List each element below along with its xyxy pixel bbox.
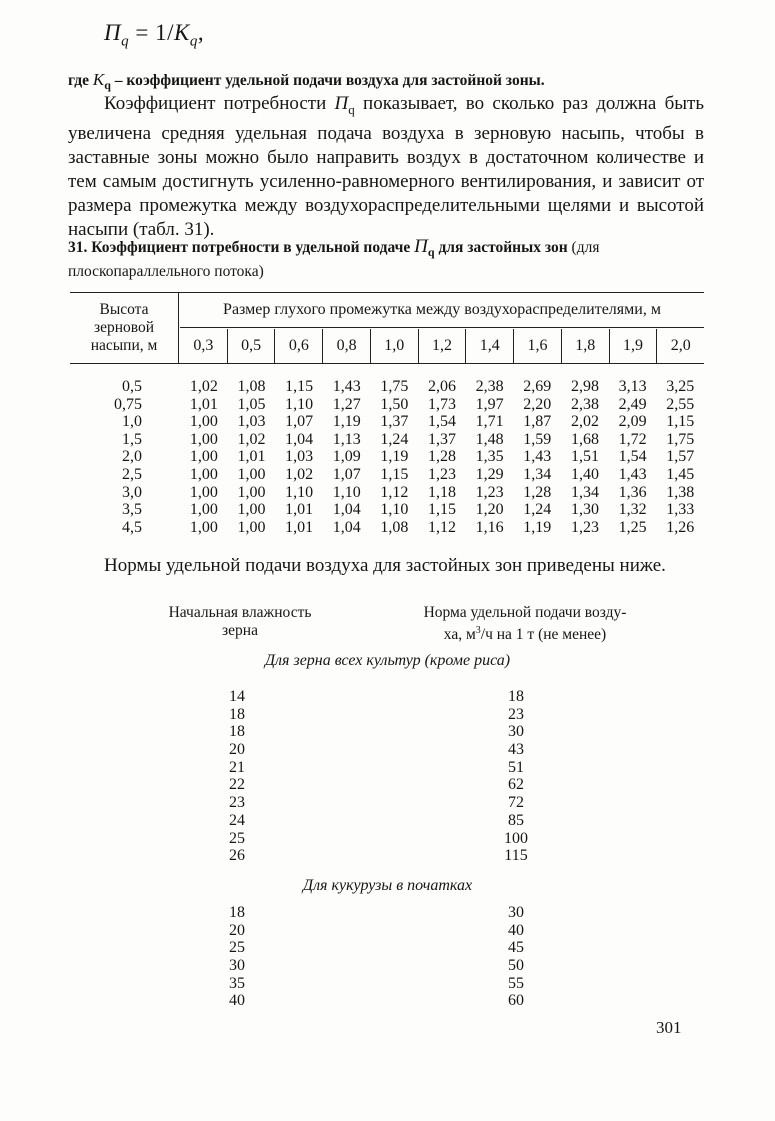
- table-cell: 1,35: [475, 448, 504, 466]
- table-row: [70, 396, 704, 414]
- table-cell: 1,71: [475, 413, 504, 431]
- table-cell: 1,01: [285, 501, 314, 519]
- header-column: 0,6: [275, 329, 323, 363]
- rate-unit-sup: 3: [475, 625, 481, 636]
- header-gap-size: Размер глухого промежутка между воздухораспределителями, м: [180, 293, 704, 328]
- table-row: [70, 501, 704, 519]
- table-cell: 2,38: [475, 378, 504, 395]
- where-prefix: где: [68, 72, 93, 89]
- table-cell: 2,09: [618, 413, 647, 431]
- table-cell: 1,00: [237, 518, 266, 536]
- norms-header-rate: [395, 604, 655, 644]
- moisture-value: 18: [229, 723, 245, 741]
- table-cell: 1,01: [237, 448, 266, 466]
- table-cell: 1,75: [380, 378, 409, 395]
- table-cell: 1,27: [332, 395, 361, 413]
- rate-value: 45: [508, 939, 524, 957]
- row-height-value: 2,5: [122, 465, 142, 483]
- formula-explanation: [68, 70, 545, 93]
- norms-list-corn: [0, 904, 775, 1010]
- moisture-value: 20: [229, 741, 245, 759]
- norm-row: [0, 975, 775, 993]
- caption-bold-2: для застойных зон: [434, 239, 568, 256]
- table-cell: 1,25: [618, 518, 647, 536]
- moisture-value: 23: [229, 794, 245, 812]
- table-cell: 1,50: [380, 395, 409, 413]
- rate-unit-b: /ч на 1 т (не менее): [480, 626, 607, 644]
- rate-value: 85: [508, 811, 524, 829]
- table-row: [70, 466, 704, 484]
- formula-rhs: K: [174, 20, 190, 45]
- moisture-value: 30: [229, 957, 245, 975]
- formula-eq: = 1/: [129, 20, 174, 45]
- table-cell: 1,34: [523, 465, 552, 483]
- table-cell: 1,68: [570, 430, 599, 448]
- table-cell: 2,20: [523, 395, 552, 413]
- row-height-value: 0,75: [114, 395, 142, 413]
- table-cell: 2,06: [428, 378, 457, 395]
- rate-value: 30: [508, 723, 524, 741]
- rate-value: 72: [508, 794, 524, 812]
- table-cell: 1,09: [332, 448, 361, 466]
- rate-value: 18: [508, 688, 524, 705]
- table-cell: 1,33: [666, 501, 695, 519]
- table-cell: 1,02: [189, 378, 218, 395]
- table-cell: 2,98: [570, 378, 599, 395]
- table-cell: 2,69: [523, 378, 552, 395]
- row-height-value: 2,0: [122, 448, 142, 466]
- norms-header-rate-line2: [395, 622, 655, 644]
- norm-row: [0, 957, 775, 975]
- header-columns: [180, 329, 704, 363]
- table-cell: 2,02: [570, 413, 599, 431]
- table-cell: 1,07: [332, 465, 361, 483]
- table-header: [70, 292, 704, 364]
- rate-value: 115: [504, 847, 528, 865]
- rate-value: 51: [508, 758, 524, 776]
- table-cell: 1,00: [189, 501, 218, 519]
- table-row: [70, 378, 704, 396]
- table-cell: 1,30: [570, 501, 599, 519]
- norm-row: [0, 904, 775, 922]
- page-number: 301: [656, 1018, 682, 1037]
- table-cell: 1,87: [523, 413, 552, 431]
- table-cell: 1,26: [666, 518, 695, 536]
- norm-row: [0, 688, 775, 706]
- table-cell: 1,01: [189, 395, 218, 413]
- table-cell: 1,10: [332, 483, 361, 501]
- rate-value: 43: [508, 741, 524, 759]
- table-cell: 1,19: [380, 448, 409, 466]
- table-cell: 1,16: [475, 518, 504, 536]
- table-cell: 1,12: [428, 518, 457, 536]
- caption-symbol-sub: q: [427, 245, 435, 260]
- table-cell: 1,38: [666, 483, 695, 501]
- moisture-value: 40: [229, 992, 245, 1010]
- table-cell: 1,37: [428, 430, 457, 448]
- header-column: 1,6: [514, 329, 562, 363]
- norms-list-all-crops: [0, 688, 775, 865]
- table-cell: 1,15: [666, 413, 695, 431]
- rate-value: 23: [508, 705, 524, 723]
- table-cell: 1,00: [189, 518, 218, 536]
- header-height: Высота зерновой насыпи, м: [70, 293, 179, 363]
- norm-row: [0, 830, 775, 848]
- table-cell: 2,38: [570, 395, 599, 413]
- table-cell: 1,18: [428, 483, 457, 501]
- moisture-value: 26: [229, 847, 245, 865]
- table-cell: 1,54: [618, 448, 647, 466]
- where-symbol-sub: q: [104, 78, 111, 93]
- table-cell: 1,97: [475, 395, 504, 413]
- row-height-value: 3,5: [122, 501, 142, 519]
- norm-row: [0, 847, 775, 865]
- moisture-value: 21: [229, 758, 245, 776]
- header-column: 1,0: [371, 329, 419, 363]
- table-cell: 1,10: [285, 483, 314, 501]
- table-row: [70, 431, 704, 449]
- rate-value: 100: [504, 829, 528, 847]
- table-cell: 1,24: [380, 430, 409, 448]
- paragraph-symbol-sub: q: [348, 101, 355, 117]
- table-cell: 1,04: [332, 501, 361, 519]
- table-cell: 1,15: [380, 465, 409, 483]
- table-cell: 1,19: [332, 413, 361, 431]
- table-cell: 1,00: [189, 448, 218, 466]
- formula-tail: ,: [197, 20, 205, 45]
- table-cell: 1,43: [332, 378, 361, 395]
- table-cell: 1,43: [618, 465, 647, 483]
- norms-header-moisture: [140, 604, 340, 640]
- caption-rest: (для плоскопараллельного потока): [68, 239, 600, 281]
- table-cell: 1,13: [332, 430, 361, 448]
- table-cell: 1,36: [618, 483, 647, 501]
- where-text: – коэффициент удельной подачи воздуха для застойной зоны.: [110, 72, 545, 89]
- header-column: 0,3: [180, 329, 228, 363]
- table-cell: 1,24: [523, 501, 552, 519]
- header-column: 1,9: [610, 329, 658, 363]
- rate-value: 50: [508, 957, 524, 975]
- moisture-value: 35: [229, 974, 245, 992]
- table-cell: 1,07: [285, 413, 314, 431]
- moisture-value: 24: [229, 811, 245, 829]
- moisture-value: 18: [229, 904, 245, 921]
- norm-row: [0, 794, 775, 812]
- table-cell: 1,72: [618, 430, 647, 448]
- table-cell: 1,03: [285, 448, 314, 466]
- table-cell: 1,20: [475, 501, 504, 519]
- row-height-value: 0,5: [122, 378, 142, 395]
- table-cell: 1,34: [570, 483, 599, 501]
- section-title-all-crops: Для зерна всех культур (кроме риса): [264, 652, 511, 669]
- table-cell: 2,55: [666, 395, 695, 413]
- header-column: 1,4: [466, 329, 514, 363]
- formula: [104, 20, 204, 51]
- table-cell: 1,00: [189, 430, 218, 448]
- row-height-value: 1,0: [122, 413, 142, 431]
- table-cell: 1,23: [570, 518, 599, 536]
- table-cell: 1,00: [237, 501, 266, 519]
- norms-paragraph: [68, 554, 704, 578]
- norm-row: [0, 759, 775, 777]
- table-cell: 1,00: [189, 465, 218, 483]
- header-column: 0,8: [323, 329, 371, 363]
- table-cell: 1,37: [380, 413, 409, 431]
- norm-row: [0, 776, 775, 794]
- header-column: 0,5: [228, 329, 276, 363]
- rate-value: 40: [508, 921, 524, 939]
- rate-value: 30: [508, 904, 524, 921]
- row-height-value: 3,0: [122, 483, 142, 501]
- rate-value: 60: [508, 992, 524, 1010]
- norms-header-moisture-line1: Начальная влажность: [168, 604, 312, 621]
- table-cell: 1,23: [428, 465, 457, 483]
- caption-symbol: П: [414, 236, 428, 257]
- table-cell: 1,54: [428, 413, 457, 431]
- formula-rhs-sub: q: [189, 33, 198, 50]
- table-cell: 1,51: [570, 448, 599, 466]
- header-column: 2,0: [670, 337, 691, 354]
- rate-unit-a: ха, м: [443, 626, 476, 644]
- moisture-value: 25: [229, 829, 245, 847]
- section-title-corn: Для кукурузы в початках: [302, 877, 473, 894]
- body-paragraph: [68, 92, 704, 242]
- table-cell: 1,03: [237, 413, 266, 431]
- paragraph-before: Коэффициент потребности: [104, 93, 335, 114]
- table-cell: 1,73: [428, 395, 457, 413]
- table-row: [70, 484, 704, 502]
- table-cell: 1,15: [285, 378, 314, 395]
- moisture-value: 18: [229, 705, 245, 723]
- table-cell: 1,04: [332, 518, 361, 536]
- moisture-value: 22: [229, 776, 245, 794]
- norm-row: [0, 812, 775, 830]
- paragraph-after: показывает, во сколько раз должна быть увеличена средняя удельная подача воздуха в зерновую насыпь, чтобы в заставные зоны можно было направить воздух в достаточном количестве и тем самым достигнуть усиленно-равномерного вентилирования, и зависит от размера промежутка между воздухораспределительными щелями и высотой насыпи (табл. 31).: [68, 93, 704, 240]
- moisture-value: 14: [229, 688, 245, 705]
- norm-row: [0, 922, 775, 940]
- table-row: [70, 519, 704, 537]
- table-row: [70, 413, 704, 431]
- table-cell: 1,43: [523, 448, 552, 466]
- table-cell: 1,08: [237, 378, 266, 395]
- rate-value: 55: [508, 974, 524, 992]
- table-cell: 1,28: [428, 448, 457, 466]
- rate-value: 62: [508, 776, 524, 794]
- header-column: 1,2: [419, 329, 467, 363]
- table-cell: 1,57: [666, 448, 695, 466]
- table-cell: 1,01: [285, 518, 314, 536]
- row-height-value: 1,5: [122, 430, 142, 448]
- table-cell: 1,05: [237, 395, 266, 413]
- table-cell: 1,02: [285, 465, 314, 483]
- formula-lhs-sub: q: [121, 33, 130, 50]
- norm-row: [0, 723, 775, 741]
- table-cell: 1,00: [237, 465, 266, 483]
- norm-row: [0, 706, 775, 724]
- table-cell: 1,00: [237, 483, 266, 501]
- norms-header-moisture-line2: зерна: [222, 622, 258, 639]
- norms-header-rate-line1: Норма удельной подачи возду-: [423, 604, 627, 621]
- table-cell: 1,00: [189, 483, 218, 501]
- moisture-value: 25: [229, 939, 245, 957]
- table-cell: 1,45: [666, 465, 695, 483]
- table-cell: 1,75: [666, 430, 695, 448]
- where-symbol: K: [92, 70, 105, 89]
- table-cell: 1,29: [475, 465, 504, 483]
- paragraph-symbol: П: [334, 93, 349, 114]
- table-cell: 1,02: [237, 430, 266, 448]
- table-cell: 1,23: [475, 483, 504, 501]
- header-column: 1,8: [562, 329, 610, 363]
- table-cell: 3,13: [618, 378, 647, 395]
- table-body: [70, 378, 704, 536]
- table-caption: [68, 237, 708, 281]
- moisture-value: 20: [229, 921, 245, 939]
- table-cell: 1,19: [523, 518, 552, 536]
- table-cell: 1,59: [523, 430, 552, 448]
- table-cell: 1,10: [285, 395, 314, 413]
- table-cell: 1,10: [380, 501, 409, 519]
- table-cell: 1,15: [428, 501, 457, 519]
- norms-text: Нормы удельной подачи воздуха для застойных зон приведены ниже.: [104, 555, 666, 576]
- table-row: [70, 448, 704, 466]
- table-cell: 1,32: [618, 501, 647, 519]
- table-cell: 2,49: [618, 395, 647, 413]
- caption-bold: 31. Коэффициент потребности в удельной подаче: [68, 239, 415, 256]
- row-height-value: 4,5: [122, 518, 142, 536]
- norm-row: [0, 741, 775, 759]
- formula-lhs: П: [104, 20, 122, 45]
- table-cell: 3,25: [666, 378, 695, 395]
- table-cell: 1,40: [570, 465, 599, 483]
- table-cell: 1,08: [380, 518, 409, 536]
- norm-row: [0, 939, 775, 957]
- table-cell: 1,00: [189, 413, 218, 431]
- table-cell: 1,28: [523, 483, 552, 501]
- table-cell: 1,04: [285, 430, 314, 448]
- table-cell: 1,48: [475, 430, 504, 448]
- norm-row: [0, 992, 775, 1010]
- table-cell: 1,12: [380, 483, 409, 501]
